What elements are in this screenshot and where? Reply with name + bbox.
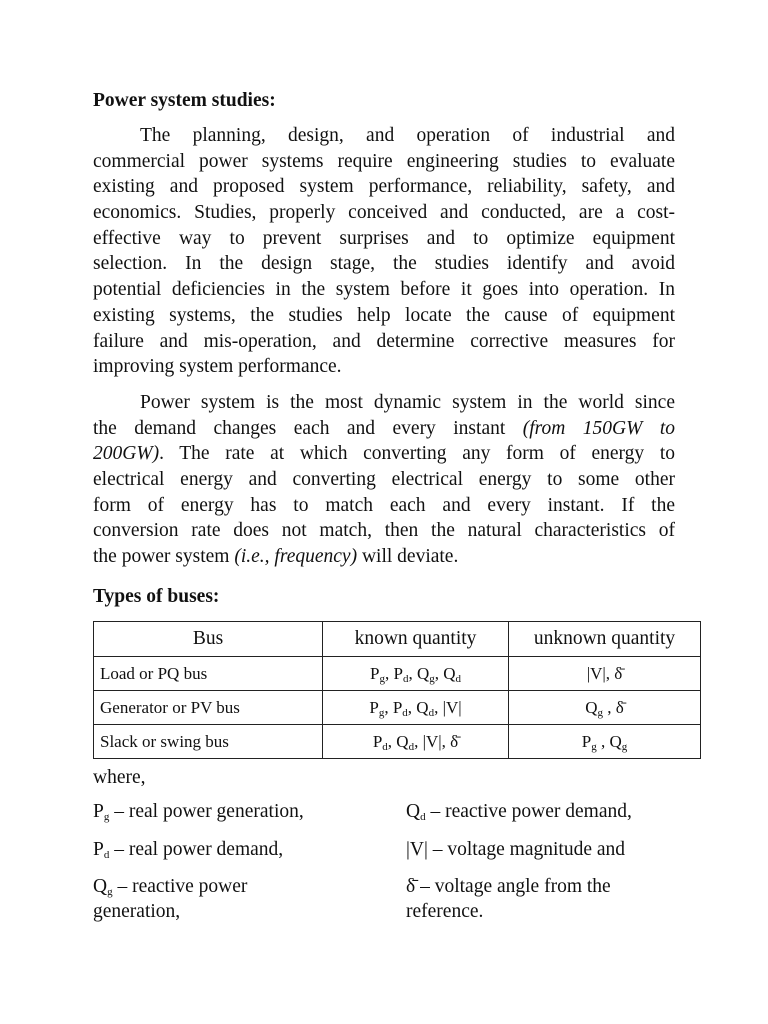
text-segment: existing systems, the studies help locate the cause of equipment bbox=[93, 304, 675, 326]
text-segment: effective way to prevent surprises and to optimize equipment bbox=[93, 227, 675, 249]
text-line bbox=[93, 251, 675, 277]
header-known: known quantity bbox=[323, 622, 509, 657]
text-segment: 200GW) bbox=[93, 443, 160, 465]
table-row bbox=[94, 725, 701, 759]
header-unknown: unknown quantity bbox=[509, 622, 701, 657]
text-segment: . The rate at which converting any form of energy to bbox=[159, 443, 675, 465]
text-segment: improving system performance. bbox=[93, 356, 342, 378]
text-line bbox=[93, 123, 675, 149]
definition-item: δ̄ – voltage angle from the reference. bbox=[406, 876, 611, 922]
table-row bbox=[94, 691, 701, 725]
text-segment: Power system is the most dynamic system in the world since bbox=[140, 392, 675, 413]
text-segment: conversion rate does not match, then the natural characteristics of bbox=[93, 520, 675, 542]
table-row bbox=[94, 657, 701, 691]
cell-known: $P_g$, $P_d$, $Q_g$, $Q_d$ bbox=[323, 657, 509, 691]
text-segment: economics. Studies, properly conceived and conducted, are a cost- bbox=[93, 202, 675, 224]
heading-types-of-buses: Types of buses: bbox=[93, 586, 220, 607]
text-segment: The planning, design, and operation of industrial and bbox=[140, 125, 675, 146]
bus-types-table bbox=[93, 621, 701, 759]
text-line bbox=[93, 416, 675, 442]
text-line bbox=[93, 493, 675, 519]
text-line bbox=[93, 329, 675, 355]
where-label: where, bbox=[93, 767, 146, 788]
text-segment: will deviate. bbox=[357, 546, 459, 568]
text-segment: selection. In the design stage, the studies identify and avoid bbox=[93, 253, 675, 275]
cell-bus: Generator or PV bus bbox=[94, 691, 323, 725]
text-line bbox=[93, 354, 675, 380]
cell-known: $P_d$, $Q_d$, |V|, δ̄ bbox=[323, 725, 509, 759]
text-line bbox=[93, 277, 675, 303]
text-segment: (i.e., frequency) bbox=[234, 546, 358, 568]
text-line bbox=[93, 390, 675, 416]
text-segment: commercial power systems require engineering studies to evaluate bbox=[93, 150, 675, 172]
text-line bbox=[93, 467, 675, 493]
text-segment: (from 150GW to bbox=[522, 417, 675, 439]
text-segment: potential deficiencies in the system before it goes into operation. In bbox=[93, 279, 675, 301]
text-line bbox=[93, 544, 675, 570]
text-segment: existing and proposed system performance, reliability, safety, and bbox=[93, 176, 675, 198]
text-line bbox=[93, 441, 675, 467]
cell-bus: Slack or swing bus bbox=[94, 725, 323, 759]
text-line bbox=[93, 174, 675, 200]
text-line bbox=[93, 226, 675, 252]
text-line bbox=[93, 200, 675, 226]
definition-item: $Q_d$ – reactive power demand, bbox=[406, 801, 632, 823]
text-segment: form of energy has to match each and every instant. If the bbox=[93, 494, 675, 516]
cell-known: $P_g$, $P_d$, $Q_d$, |V| bbox=[323, 691, 509, 725]
definition-item: $Q_g$ – reactive power generation, bbox=[93, 876, 248, 922]
text-segment: the power system bbox=[93, 546, 235, 568]
text-segment: electrical energy and converting electrical energy to some other bbox=[93, 469, 675, 491]
text-line bbox=[93, 149, 675, 175]
cell-bus: Load or PQ bus bbox=[94, 657, 323, 691]
definition-item: $P_d$ – real power demand, bbox=[93, 839, 284, 861]
header-bus: Bus bbox=[94, 622, 323, 657]
text-segment: failure and mis-operation, and determine corrective measures for bbox=[93, 330, 675, 352]
text-line bbox=[93, 518, 675, 544]
paragraph-2 bbox=[93, 390, 675, 570]
text-line bbox=[93, 303, 675, 329]
heading-power-system-studies: Power system studies: bbox=[93, 90, 276, 111]
cell-unknown: $Q_g$ , δ̄ bbox=[509, 691, 701, 725]
cell-unknown: $P_g$ , $Q_g$ bbox=[509, 725, 701, 759]
text-segment: the demand changes each and every instant bbox=[93, 417, 523, 439]
cell-unknown: |V|, δ̄ bbox=[509, 657, 701, 691]
definition-item: |V| – voltage magnitude and bbox=[406, 839, 626, 860]
definition-item: $P_g$ – real power generation, bbox=[93, 801, 304, 823]
paragraph-1 bbox=[93, 123, 675, 380]
